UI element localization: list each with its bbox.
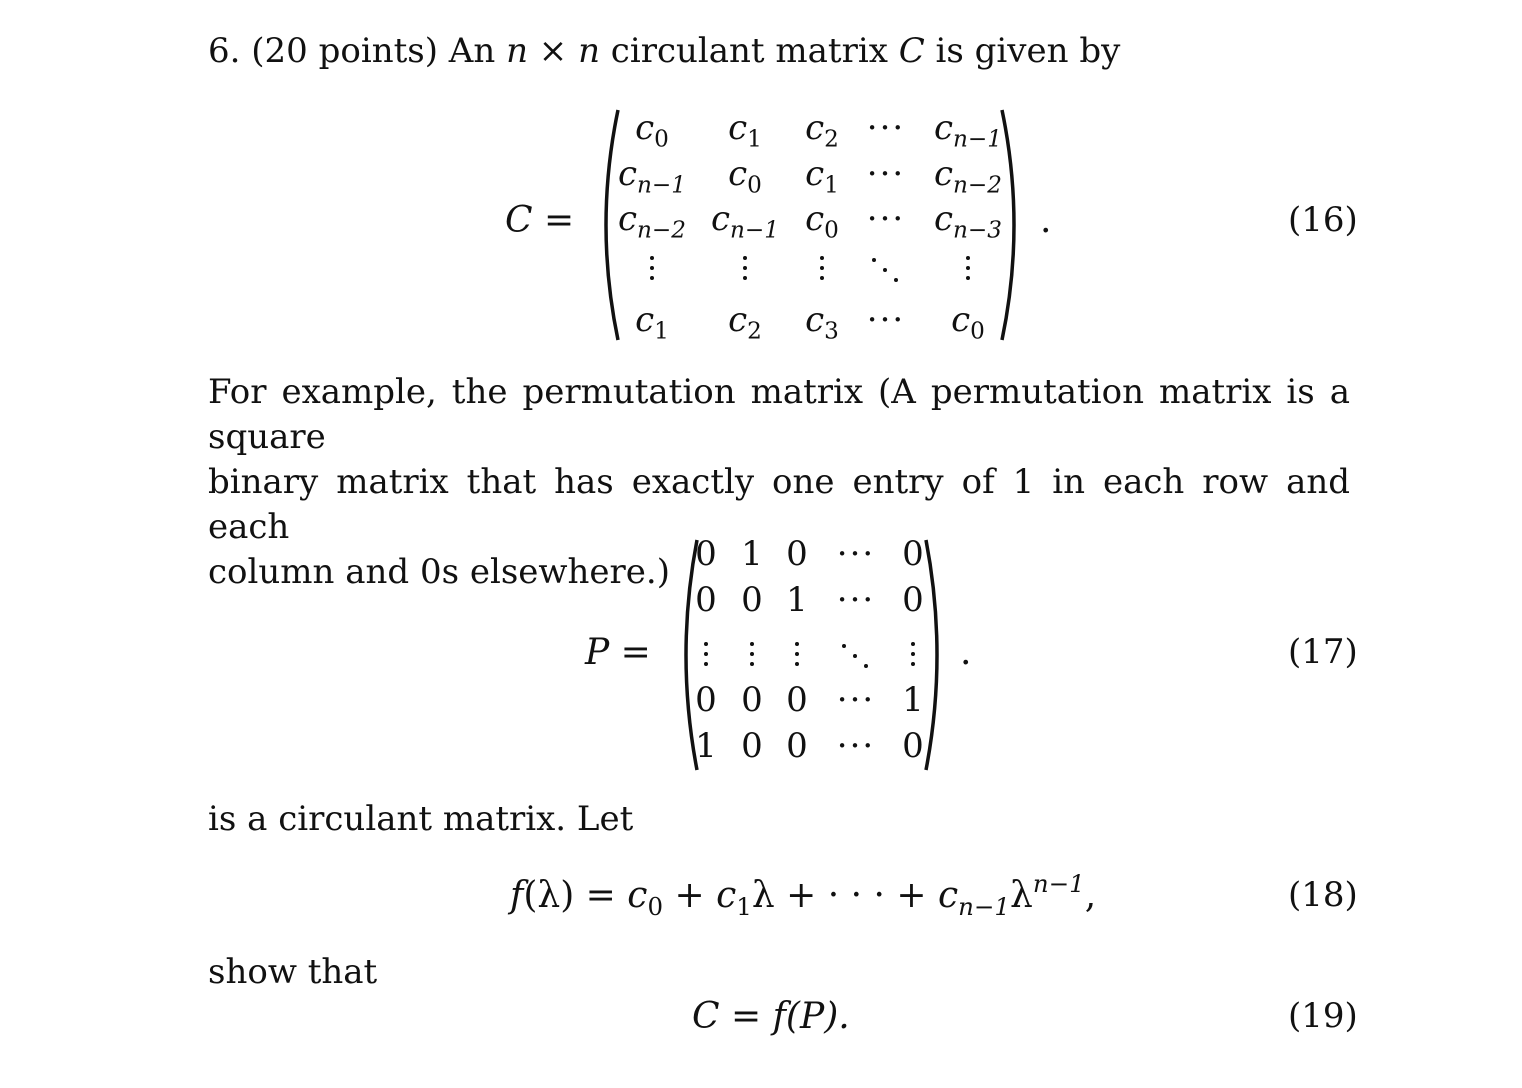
eq17-period: . <box>960 632 972 673</box>
eq16-period: . <box>1040 200 1052 241</box>
eq16-cell-r1-c1: $c_0$ <box>635 108 669 153</box>
eq18-lambda-paren: (λ) = <box>523 875 628 916</box>
show-paragraph: show that <box>208 952 378 992</box>
eq16-cell-r5-c4: ··· <box>866 300 906 340</box>
eq16-cell-r3-c1: $c_{n-2}$ <box>618 199 686 244</box>
problem-points: (20 points) <box>251 31 438 71</box>
eq16-cell-r5-c1: $c_1$ <box>635 300 669 345</box>
equation-19: C = f(P). <box>692 996 850 1037</box>
eq17-cell-r5-c4: ··· <box>836 726 876 766</box>
eq18-c0: c <box>627 875 648 916</box>
eq16-cell-r1-c2: $c_1$ <box>728 108 762 153</box>
example-line-3: column and 0s elsewhere.) <box>208 552 670 592</box>
eq18-lambda: λ <box>1010 875 1033 916</box>
eq18-cn-sub: n−1 <box>958 891 1011 921</box>
eq16-cell-r3-c5: $c_{n-3}$ <box>934 199 1002 244</box>
eq17-cell-r4-c1: 0 <box>695 680 717 720</box>
eq18-c1: c <box>716 875 737 916</box>
eq17-right-paren <box>922 538 948 772</box>
eq16-cell-r1-c4: ··· <box>866 108 906 148</box>
eq17-cell-r5-c5: 0 <box>902 726 924 766</box>
eq16-cell-r2-c1: $c_{n-1}$ <box>618 154 686 199</box>
eq17-cell-r4-c5: 1 <box>902 680 924 720</box>
eq16-right-paren <box>998 108 1028 342</box>
eq16-cell-r5-c3: $c_3$ <box>805 300 839 345</box>
eq17-cell-r4-c2: 0 <box>741 680 763 720</box>
eq17-cell-r5-c1: 1 <box>695 726 717 766</box>
eq17-number: (17) <box>1288 632 1358 672</box>
eq16-cell-r2-c4: ··· <box>866 154 906 194</box>
eq16-cell-r1-c3: $c_2$ <box>805 108 839 153</box>
intro-text-b: circulant matrix <box>610 31 888 71</box>
eq17-cell-r1-c5: 0 <box>902 534 924 574</box>
eq16-cell-r2-c3: $c_1$ <box>805 154 839 199</box>
eq16-cell-r4-c5 <box>966 256 970 286</box>
eq17-cell-r3-c5 <box>911 642 915 672</box>
eq16-cell-r5-c5: $c_0$ <box>951 300 985 345</box>
problem-number: 6. <box>208 31 241 71</box>
eq17-cell-r1-c4: ··· <box>836 534 876 574</box>
eq17-cell-r3-c1 <box>704 642 708 672</box>
eq17-cell-r1-c1: 0 <box>695 534 717 574</box>
eq18-number: (18) <box>1288 875 1358 915</box>
eq17-cell-r2-c5: 0 <box>902 580 924 620</box>
eq18-plus: + <box>663 875 717 916</box>
eq19-number: (19) <box>1288 996 1358 1036</box>
eq17-cell-r3-c2 <box>750 642 754 672</box>
intro-text-d: is given by <box>935 31 1121 71</box>
eq17-cell-r3-c3 <box>795 642 799 672</box>
eq16-cell-r4-c2 <box>743 256 747 286</box>
eq17-cell-r5-c3: 0 <box>786 726 808 766</box>
eq17-cell-r4-c4: ··· <box>836 680 876 720</box>
eq18-cn: c <box>938 875 959 916</box>
eq18-comma: , <box>1084 875 1097 916</box>
eq18-c0-sub: 0 <box>647 891 664 921</box>
eq17-cell-r2-c1: 0 <box>695 580 717 620</box>
eq16-cell-r2-c2: $c_0$ <box>728 154 762 199</box>
eq17-cell-r5-c2: 0 <box>741 726 763 766</box>
eq17-cell-r2-c3: 1 <box>786 580 808 620</box>
eq16-cell-r2-c5: $c_{n-2}$ <box>934 154 1002 199</box>
eq16-cell-r5-c2: $c_2$ <box>728 300 762 345</box>
eq16-cell-r3-c3: $c_0$ <box>805 199 839 244</box>
eq18-exponent: n−1 <box>1032 868 1085 898</box>
eq18-f: f <box>510 875 524 916</box>
equation-18 <box>510 868 1097 921</box>
example-line-1: For example, the permutation matrix (A permutation matrix is a square <box>208 372 1350 457</box>
eq16-lhs: C = <box>505 200 575 241</box>
eq16-cell-r4-c1 <box>650 256 654 286</box>
problem-statement <box>208 29 1120 74</box>
eq16-cell-r4-c3 <box>820 256 824 286</box>
eq17-cell-r2-c4: ··· <box>836 580 876 620</box>
intro-var: n × n <box>506 31 600 71</box>
eq17-lhs: P = <box>585 632 651 673</box>
example-paragraph <box>208 370 1350 595</box>
eq16-number: (16) <box>1288 200 1358 240</box>
eq18-c1-sub: 1 <box>736 891 752 921</box>
eq17-cell-r1-c3: 0 <box>786 534 808 574</box>
eq17-cell-r1-c2: 1 <box>741 534 763 574</box>
eq16-cell-r1-c5: $c_{n-1}$ <box>934 108 1002 153</box>
eq16-cell-r3-c2: $c_{n-1}$ <box>711 199 779 244</box>
let-paragraph: is a circulant matrix. Let <box>208 799 634 839</box>
intro-var-c: C <box>898 31 925 71</box>
intro-text-a: An <box>448 31 496 71</box>
eq16-cell-r3-c4: ··· <box>866 199 906 239</box>
example-line-2: binary matrix that has exactly one entry of 1 in each row and each <box>208 462 1350 547</box>
eq17-cell-r2-c2: 0 <box>741 580 763 620</box>
eq17-cell-r4-c3: 0 <box>786 680 808 720</box>
eq18-lambda-terms: λ + · · · + <box>751 875 938 916</box>
